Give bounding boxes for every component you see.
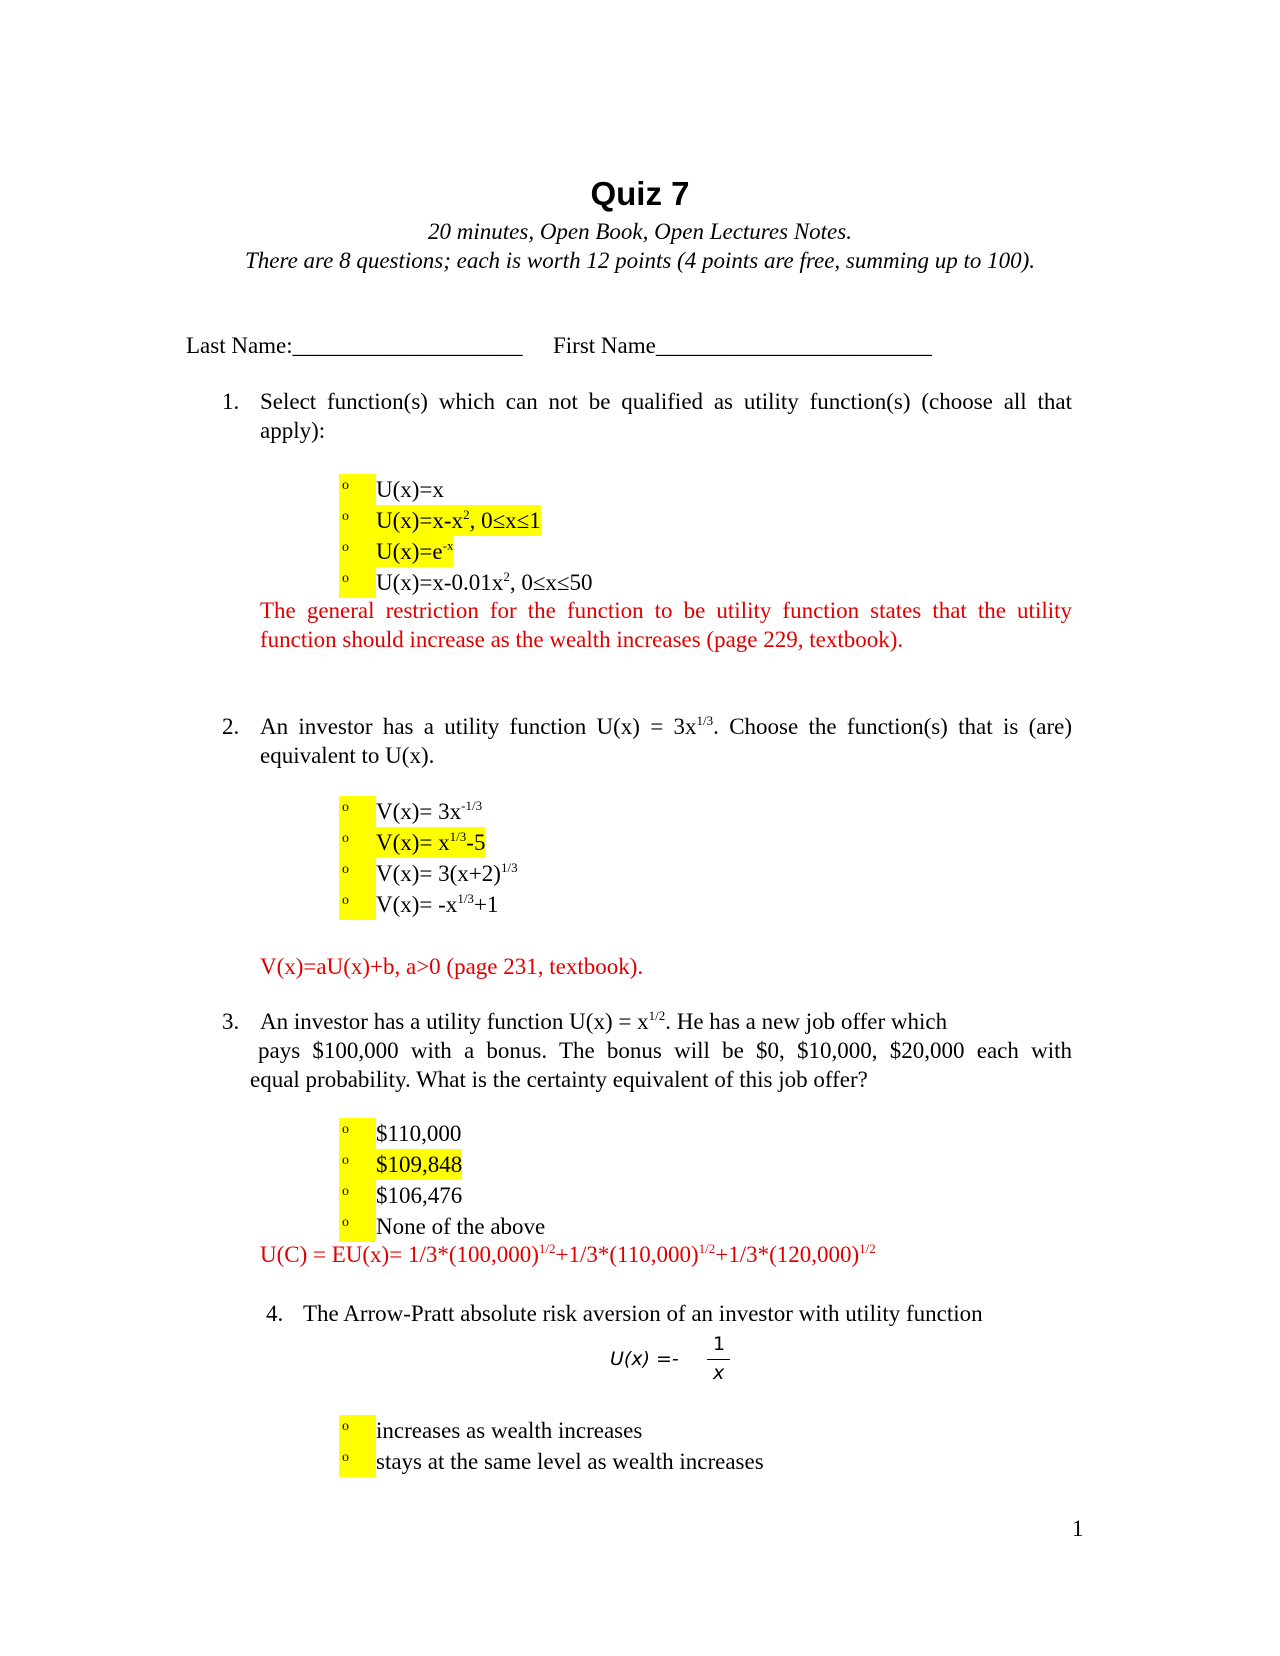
question-3-line-2: pays $100,000 with a bonus. The bonus will be $0, $10,000, $20,000 each with — [258, 1038, 1072, 1063]
q1-option-4-bullet[interactable]: o — [339, 567, 376, 598]
q1-option-4[interactable]: $U(x)=x-0.01x^2$, 0≤x≤50 — [376, 569, 593, 595]
q3-option-2[interactable]: $109,848 — [376, 1149, 462, 1180]
question-3-line-3: equal probability. What is the certainty equivalent of this job offer? — [250, 1067, 868, 1092]
question-1-line-1: Select function(s) which can not be qualified as utility function(s) (choose all that — [260, 389, 1072, 414]
q3-explanation: $U(C) = EU(x)= 1/3*(100,000)^{1/2}+1/3*(110,000)^{1/2}+1/3*(120,000)^{1/2}$ — [260, 1241, 876, 1267]
question-4-number: 4. — [266, 1301, 284, 1326]
question-2-line-2: equivalent to U(x). — [260, 743, 435, 768]
q3-option-1[interactable]: $110,000 — [376, 1121, 462, 1146]
q1-explanation-line-2: function should increase as the wealth increases (page 229, textbook). — [260, 627, 904, 652]
question-1-line-2: apply): — [260, 418, 326, 443]
q3-option-4-bullet[interactable]: o — [339, 1211, 376, 1242]
question-1-number: 1. — [222, 389, 240, 414]
quiz-title: Quiz 7 — [590, 175, 690, 212]
q3-option-1-bullet[interactable]: o — [339, 1118, 376, 1149]
quiz-subtitle-time: 20 minutes, Open Book, Open Lectures Notes. — [428, 219, 852, 244]
q4-option-1[interactable]: increases as wealth increases — [376, 1418, 643, 1443]
question-3-number: 3. — [222, 1009, 240, 1034]
q3-option-2-bullet[interactable]: o — [339, 1149, 376, 1180]
quiz-subtitle-points: There are 8 questions; each is worth 12 points (4 points are free, summing up to 100). — [244, 248, 1036, 273]
q3-option-3-bullet[interactable]: o — [339, 1180, 376, 1211]
q4-option-1-bullet[interactable]: o — [339, 1415, 376, 1446]
q4-option-2[interactable]: stays at the same level as wealth increases — [376, 1449, 764, 1474]
q2-option-4-bullet[interactable]: o — [339, 889, 376, 920]
question-4-line-1: The Arrow-Pratt absolute risk aversion of an investor with utility function — [303, 1301, 983, 1326]
q2-option-1[interactable]: $V(x)= 3x^{-1/3}$ — [376, 798, 483, 824]
q1-explanation-line-1: The general restriction for the function to be utility function states that the utility — [260, 598, 1072, 623]
q2-option-2-bullet[interactable]: o — [339, 827, 376, 858]
formula-lhs: U(x) =- — [610, 1348, 679, 1370]
q2-option-1-bullet[interactable]: o — [339, 796, 376, 827]
q1-option-3[interactable]: $U(x)=e^{-x}$ — [376, 536, 453, 567]
q1-option-1[interactable]: U(x)=x — [376, 477, 444, 502]
q1-option-3-bullet[interactable]: o — [339, 536, 376, 567]
q3-option-4[interactable]: None of the above — [376, 1214, 546, 1239]
q2-option-3-bullet[interactable]: o — [339, 858, 376, 889]
q2-option-2[interactable]: $V(x)= x^{1/3}-5$ — [376, 827, 485, 858]
question-2-line-1: An investor has a utility function $U(x) = 3x^{1/3}$. Choose the function(s) that is (are) — [260, 713, 1072, 739]
last-name-field: Last Name:____________________ — [186, 333, 523, 358]
q4-option-2-bullet[interactable]: o — [339, 1446, 376, 1477]
question-3-line-1: An investor has a utility function $U(x) = x^{1/2}$. He has a new job offer which — [260, 1008, 948, 1034]
first-name-field: First Name________________________ — [553, 333, 932, 358]
formula-denominator: x — [713, 1362, 725, 1384]
q1-option-2[interactable]: $U(x)=x-x^2$, 0≤x≤1 — [376, 505, 541, 536]
q1-option-1-bullet[interactable]: o — [339, 474, 376, 505]
q2-option-4[interactable]: $V(x)= -x^{1/3}+1$ — [376, 891, 499, 917]
q2-explanation: V(x)=aU(x)+b, a>0 (page 231, textbook). — [260, 954, 644, 979]
q1-option-2-bullet[interactable]: o — [339, 505, 376, 536]
question-2-number: 2. — [222, 714, 240, 739]
formula-numerator: 1 — [713, 1333, 726, 1355]
q3-option-3[interactable]: $106,476 — [376, 1183, 463, 1208]
page-number: 1 — [1072, 1516, 1084, 1541]
q2-option-3[interactable]: $V(x)= 3(x+2)^{1/3}$ — [376, 860, 518, 886]
formula-fraction-bar — [707, 1359, 730, 1360]
